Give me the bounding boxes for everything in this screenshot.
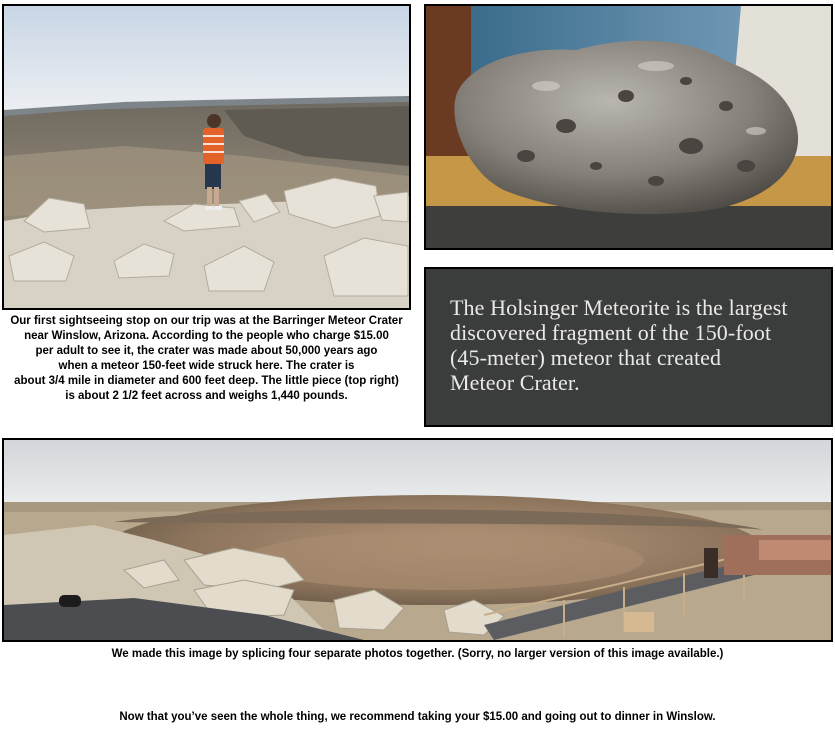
caption-line: when a meteor 150-feet wide struck here. The crater is (58, 360, 355, 372)
plaque-line: The Holsinger Meteorite is the largest (450, 295, 788, 320)
meteorite-plaque (424, 267, 833, 427)
meteorite-image (426, 6, 831, 248)
caption-line: is about 2 1/2 feet across and weighs 1,440 pounds. (65, 390, 348, 402)
crater-overlook-photo (2, 4, 411, 310)
plaque-text (450, 295, 820, 395)
caption-line: near Winslow, Arizona. According to the people who charge $15.00 (24, 330, 389, 342)
plaque-line: discovered fragment of the 150-foot (450, 320, 772, 345)
meteorite-photo (424, 4, 833, 250)
caption-line: per adult to see it, the crater was made about 50,000 years ago (35, 345, 378, 357)
closing-caption: Now that you’ve seen the whole thing, we recommend taking your $15.00 and going out to dinner in Winslow. (119, 711, 716, 723)
caption-line: Our first sightseeing stop on our trip was at the Barringer Meteor Crater (10, 315, 403, 327)
crater-overlook-image (4, 6, 409, 308)
crater-panorama-image (4, 440, 831, 640)
caption-line: about 3/4 mile in diameter and 600 feet deep. The little piece (top right) (14, 375, 399, 387)
crater-panorama-photo (2, 438, 833, 642)
plaque-line: (45-meter) meteor that created (450, 345, 722, 370)
trip-caption (2, 314, 411, 404)
plaque-line: Meteor Crater. (450, 370, 580, 395)
panorama-caption: We made this image by splicing four separate photos together. (Sorry, no larger version of this image available.) (111, 648, 724, 660)
